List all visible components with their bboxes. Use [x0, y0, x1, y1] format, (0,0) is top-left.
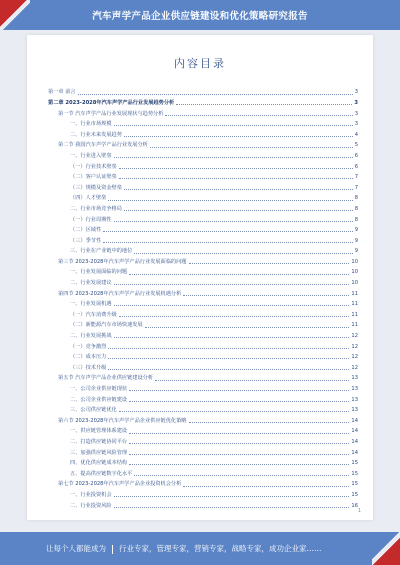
toc-entry[interactable]	[48, 477, 358, 488]
toc-entry-text: 二、行业发展建议	[70, 280, 112, 287]
toc-title: 内容目录	[174, 57, 226, 70]
toc-leader-dots	[150, 147, 353, 148]
page-number: 1	[357, 508, 361, 514]
toc-entry[interactable]	[48, 392, 358, 403]
toc-entry-page: 14	[351, 449, 358, 456]
toc-entry-page: 4	[354, 131, 358, 138]
toc-entry-text: （一）汽车消费升级	[70, 311, 117, 318]
toc-entry[interactable]	[48, 96, 358, 107]
toc-leader-dots	[129, 274, 349, 275]
toc-entry-page: 15	[351, 460, 358, 467]
footer-role: 战略专家	[231, 544, 262, 553]
footer-role: 营销专家	[194, 544, 224, 553]
toc-entry-page: 11	[351, 301, 358, 308]
toc-entry-page: 12	[351, 333, 358, 340]
toc-leader-dots	[114, 337, 350, 338]
toc-entry[interactable]	[48, 223, 358, 234]
toc-entry-text: 三、行业在产业链中的地位	[70, 248, 133, 255]
toc-leader-dots	[119, 316, 350, 317]
toc-leader-dots	[145, 327, 350, 328]
footer-role: 行业专家	[119, 544, 149, 553]
toc-entry-text: 第一章 前言	[48, 89, 76, 96]
toc-entry-text: 一、供应链管理体系建设	[70, 428, 128, 435]
toc-leader-dots	[183, 486, 349, 487]
footer-corner-decoration	[372, 532, 400, 565]
toc-entry[interactable]	[48, 339, 358, 350]
toc-entry-text: （一）行业周期性	[70, 216, 112, 223]
toc-entry-text: （二）客户认证壁垒	[70, 174, 117, 181]
toc-entry-text: 二、行业市场竞争格局	[70, 205, 122, 212]
toc-entry[interactable]	[48, 233, 358, 244]
toc-entry-text: 第二节 我国汽车声学产品行业发展分析	[58, 142, 148, 149]
toc-entry-text: 一、行业进入壁垒	[70, 152, 112, 159]
toc-leader-dots	[119, 168, 353, 169]
toc-leader-dots	[129, 454, 349, 455]
toc-entry-text: （三）技术升级	[70, 364, 107, 371]
toc-leader-dots	[134, 253, 352, 254]
toc-entry[interactable]	[48, 180, 358, 191]
toc-entry-page: 15	[351, 491, 358, 498]
toc-entry-page: 14	[351, 417, 358, 424]
toc-leader-dots	[155, 380, 349, 381]
toc-entry-page: 13	[351, 386, 358, 393]
toc-entry[interactable]	[48, 466, 358, 477]
toc-entry[interactable]	[48, 276, 358, 287]
toc-entry[interactable]	[48, 149, 358, 160]
toc-leader-dots	[119, 411, 350, 412]
toc-entry[interactable]	[48, 297, 358, 308]
toc-entry-page: 3	[354, 99, 358, 106]
toc-entry[interactable]	[48, 212, 358, 223]
toc-entry-text: 一、行业市场规模	[70, 121, 112, 128]
toc-entry-page: 13	[351, 396, 358, 403]
toc-entry-page: 16	[351, 502, 358, 509]
toc-entry-text: 二、行业发展挑战	[70, 333, 112, 340]
toc-entry-page: 8	[354, 216, 358, 223]
toc-entry[interactable]	[48, 307, 358, 318]
toc-entry-text: 二、公司企业供应链建设	[70, 396, 128, 403]
toc-entry-page: 15	[351, 481, 358, 488]
toc-entry-page: 6	[354, 152, 358, 159]
toc-entry[interactable]	[48, 255, 358, 266]
toc-leader-dots	[134, 475, 349, 476]
toc-leader-dots	[124, 136, 353, 137]
footer-lead: 让每个人都能成为	[46, 544, 106, 553]
toc-entry[interactable]	[48, 403, 358, 414]
toc-leader-dots	[129, 401, 349, 402]
toc-entry-page: 15	[351, 470, 358, 477]
toc-entry[interactable]	[48, 329, 358, 340]
document-page	[27, 35, 373, 520]
toc-entry-page: 7	[354, 174, 358, 181]
toc-entry-text: 第五节 汽车声学产品企业供应链建设分析	[58, 375, 154, 382]
toc-leader-dots	[165, 115, 352, 116]
toc-leader-dots	[114, 221, 353, 222]
toc-entry-text: 五、提高供应链数字化水平	[70, 470, 133, 477]
toc-entry[interactable]	[48, 413, 358, 424]
toc-entry-page: 13	[351, 375, 358, 382]
toc-entry-page: 13	[351, 407, 358, 414]
toc-entry[interactable]	[48, 456, 358, 467]
footer-role: 管理专家	[156, 544, 187, 553]
toc-entry[interactable]	[48, 191, 358, 202]
toc-leader-dots	[129, 390, 349, 391]
toc-entry[interactable]	[48, 445, 358, 456]
toc-entry-text: （三）季节性	[70, 237, 102, 244]
toc-entry-text: 三、公司供应链优化	[70, 407, 117, 414]
toc-entry-text: （二）新能源汽车市场快速发展	[70, 322, 143, 329]
header-banner	[0, 0, 400, 30]
toc-leader-dots	[124, 210, 353, 211]
toc-leader-dots	[114, 496, 350, 497]
toc-entry[interactable]	[48, 244, 358, 255]
toc-entry[interactable]	[48, 498, 358, 509]
toc-entry-text: 一、行业发展面临的问题	[70, 269, 128, 276]
toc-entry-page: 8	[354, 195, 358, 202]
toc-leader-dots	[103, 231, 353, 232]
toc-entry-page: 10	[351, 258, 358, 265]
toc-entry-page: 11	[351, 322, 358, 329]
toc-entry-text: （三）规模及资金壁垒	[70, 184, 122, 191]
toc-leader-dots	[114, 284, 350, 285]
toc-leader-dots	[114, 507, 350, 508]
toc-entry[interactable]	[48, 202, 358, 213]
toc-leader-dots	[189, 263, 350, 264]
toc-leader-dots	[78, 94, 353, 95]
toc-entry[interactable]	[48, 360, 358, 371]
toc-entry[interactable]	[48, 424, 358, 435]
footer-role: 成功企业家……	[269, 544, 322, 553]
toc-leader-dots	[183, 295, 349, 296]
toc-entry[interactable]	[48, 435, 358, 446]
toc-entry-text: 一、公司企业供应链现状	[70, 386, 128, 393]
toc-entry-text: 第二章 2023-2028年汽车声学产品行业发展趋势分析	[48, 99, 175, 106]
toc-entry-text: （一）行业技术壁垒	[70, 163, 117, 170]
toc-entry[interactable]	[48, 138, 358, 149]
toc-entry-page: 11	[351, 311, 358, 318]
toc-entry[interactable]	[48, 318, 358, 329]
toc-entry[interactable]	[48, 117, 358, 128]
toc-entry-text: （二）区域性	[70, 227, 102, 234]
toc-leader-dots	[176, 104, 352, 105]
footer-separator	[112, 545, 113, 554]
toc-leader-dots	[114, 157, 353, 158]
toc-leader-dots	[189, 422, 350, 423]
toc-leader-dots	[129, 443, 349, 444]
report-title: 汽车声学产品企业供应链建设和优化策略研究报告	[92, 11, 308, 22]
toc-entry[interactable]	[48, 488, 358, 499]
toc-entry[interactable]	[48, 85, 358, 96]
footer-banner	[0, 532, 400, 565]
toc-entry[interactable]	[48, 371, 358, 382]
toc-entry-page: 9	[354, 237, 358, 244]
toc-entry-text: 第四节 2023-2028年汽车声学产品行业发展机遇分析	[58, 290, 182, 297]
toc-entry-text: 一、行业投资机会	[70, 491, 112, 498]
toc-entry-page: 14	[351, 438, 358, 445]
toc-entry-page: 9	[354, 227, 358, 234]
toc-leader-dots	[114, 125, 353, 126]
toc-entry-page: 3	[354, 110, 358, 117]
toc-entry-page: 7	[354, 184, 358, 191]
toc-entry-page: 9	[354, 248, 358, 255]
footer-slogan: 让每个人都能成为 行业专家，管理专家，营销专家，战略专家，成功企业家……	[46, 544, 322, 553]
toc-leader-dots	[124, 189, 353, 190]
toc-entry-page: 12	[351, 343, 358, 350]
toc-entry[interactable]	[48, 286, 358, 297]
toc-entry-text: （一）竞争激烈	[70, 343, 107, 350]
toc-entry[interactable]	[48, 127, 358, 138]
toc-entry-text: （四）人才壁垒	[70, 195, 107, 202]
toc-entry-page: 6	[354, 163, 358, 170]
toc-leader-dots	[108, 358, 349, 359]
toc-entry-page: 8	[354, 205, 358, 212]
toc-entry-page: 12	[351, 364, 358, 371]
toc-entry-page: 3	[354, 89, 358, 96]
toc-entry-text: 二、行业未来发展趋势	[70, 131, 122, 138]
toc-entry-page: 14	[351, 428, 358, 435]
toc-leader-dots	[108, 369, 349, 370]
toc-entry-text: 二、打造供应链协同平台	[70, 438, 128, 445]
toc-leader-dots	[108, 348, 349, 349]
table-of-contents	[48, 85, 358, 509]
toc-leader-dots	[129, 433, 349, 434]
toc-entry-page: 10	[351, 280, 358, 287]
toc-leader-dots	[103, 242, 353, 243]
toc-leader-dots	[119, 178, 353, 179]
toc-entry-page: 3	[354, 121, 358, 128]
toc-entry[interactable]	[48, 170, 358, 181]
toc-entry-page: 10	[351, 269, 358, 276]
toc-entry-text: 一、行业发展机遇	[70, 301, 112, 308]
toc-entry-text: （二）成本压力	[70, 354, 107, 361]
toc-entry[interactable]	[48, 159, 358, 170]
toc-leader-dots	[108, 200, 352, 201]
toc-leader-dots	[114, 305, 350, 306]
toc-entry-text: 三、加强供应链风险管理	[70, 449, 128, 456]
toc-entry[interactable]	[48, 106, 358, 117]
toc-entry-text: 四、优化供应链成本结构	[70, 460, 128, 467]
toc-entry-page: 5	[354, 142, 358, 149]
toc-entry[interactable]	[48, 382, 358, 393]
toc-entry-text: 第三节 2023-2028年汽车声学产品行业发展面临的问题	[58, 258, 187, 265]
toc-leader-dots	[129, 464, 349, 465]
toc-entry-page: 11	[351, 290, 358, 297]
toc-entry-text: 二、行业投资风险	[70, 502, 112, 509]
toc-entry[interactable]	[48, 265, 358, 276]
toc-entry-page: 12	[351, 354, 358, 361]
toc-entry-text: 第七节 2023-2028年汽车声学产品企业投资机会分析	[58, 481, 182, 488]
toc-entry-text: 第一节 汽车声学产品行业发展现状与趋势分析	[58, 110, 164, 117]
toc-entry[interactable]	[48, 350, 358, 361]
toc-entry-text: 第六节 2023-2028年汽车声学产品企业供应链优化策略	[58, 417, 187, 424]
